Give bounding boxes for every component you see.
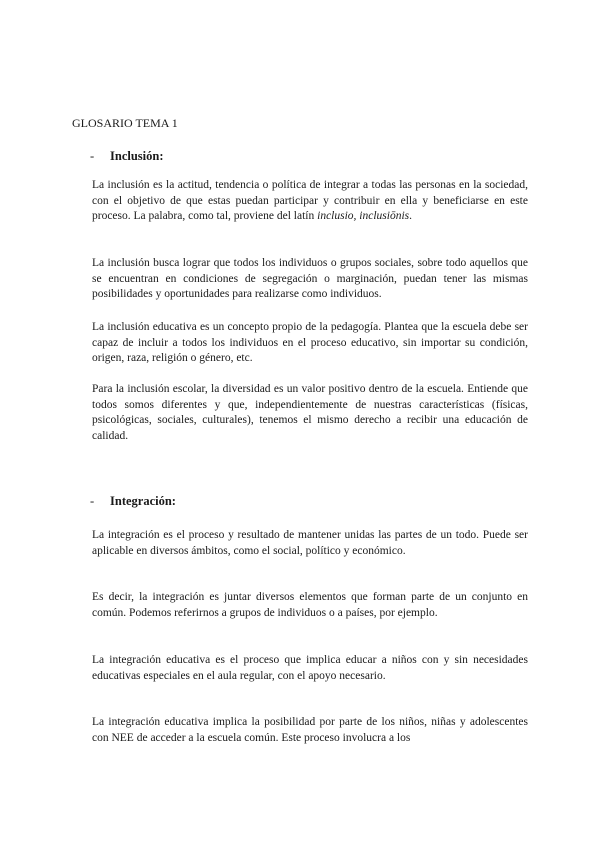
paragraph-integracion-nee: La integración educativa implica la posibilidad por parte de los niños, niñas y adolescentes con NEE de acceder a la escuela común. Este proceso involucra a los	[92, 716, 528, 744]
paragraph-integracion-definition: La integración es el proceso y resultado de mantener unidas las partes de un todo. Puede ser aplicable en diversos ámbitos, como el social, político y económico.	[92, 529, 528, 557]
paragraph-integracion-explanation: Es decir, la integración es juntar diversos elementos que forman parte de un conjunto en común. Podemos referirnos a grupos de individuos o a países, por ejemplo.	[92, 591, 528, 619]
paragraph-inclusion-escolar: Para la inclusión escolar, la diversidad es un valor positivo dentro de la escuela. Entiende que todos somos diferentes y que, independientemente de nuestras características (físicas, psicológicas, sociales, culturales), tenemos el mismo derecho a recibir una educación de calidad.	[92, 383, 528, 442]
bullet-dash: -	[90, 149, 95, 163]
paragraph-inclusion-educativa: La inclusión educativa es un concepto propio de la pedagogía. Plantea que la escuela debe ser capaz de incluir a todos los individuos en el proceso educativo, sin importar su condición, origen, raza, religión o género, etc.	[92, 321, 528, 364]
section-heading-integracion	[90, 494, 176, 509]
paragraph-inclusion-definition	[92, 178, 528, 225]
heading-text: Integración:	[110, 494, 176, 508]
paragraph-integracion-educativa: La integración educativa es el proceso que implica educar a niños con y sin necesidades educativas especiales en el aula regular, con el apoyo necesario.	[92, 654, 528, 682]
paragraph-end: .	[409, 210, 412, 222]
paragraph-inclusion-goal: La inclusión busca lograr que todos los individuos o grupos sociales, sobre todo aquellos que se encuentran en condiciones de segregación o marginación, puedan tener las mismas posibilidades y oportunidades para realizarse como individuos.	[92, 257, 528, 300]
latin-term: inclusio, inclusiōnis	[317, 210, 410, 222]
heading-text: Inclusión:	[110, 149, 164, 163]
bullet-dash: -	[90, 494, 95, 508]
document-title: GLOSARIO TEMA 1	[72, 116, 178, 130]
section-heading-inclusion	[90, 149, 164, 164]
paragraph-text: La inclusión es la actitud, tendencia o política de integrar a todas las personas en la sociedad, con el objetivo de que estas puedan participar y contribuir en ella y beneficiarse en este proceso. La palabra, como tal, proviene del latín	[92, 179, 528, 222]
